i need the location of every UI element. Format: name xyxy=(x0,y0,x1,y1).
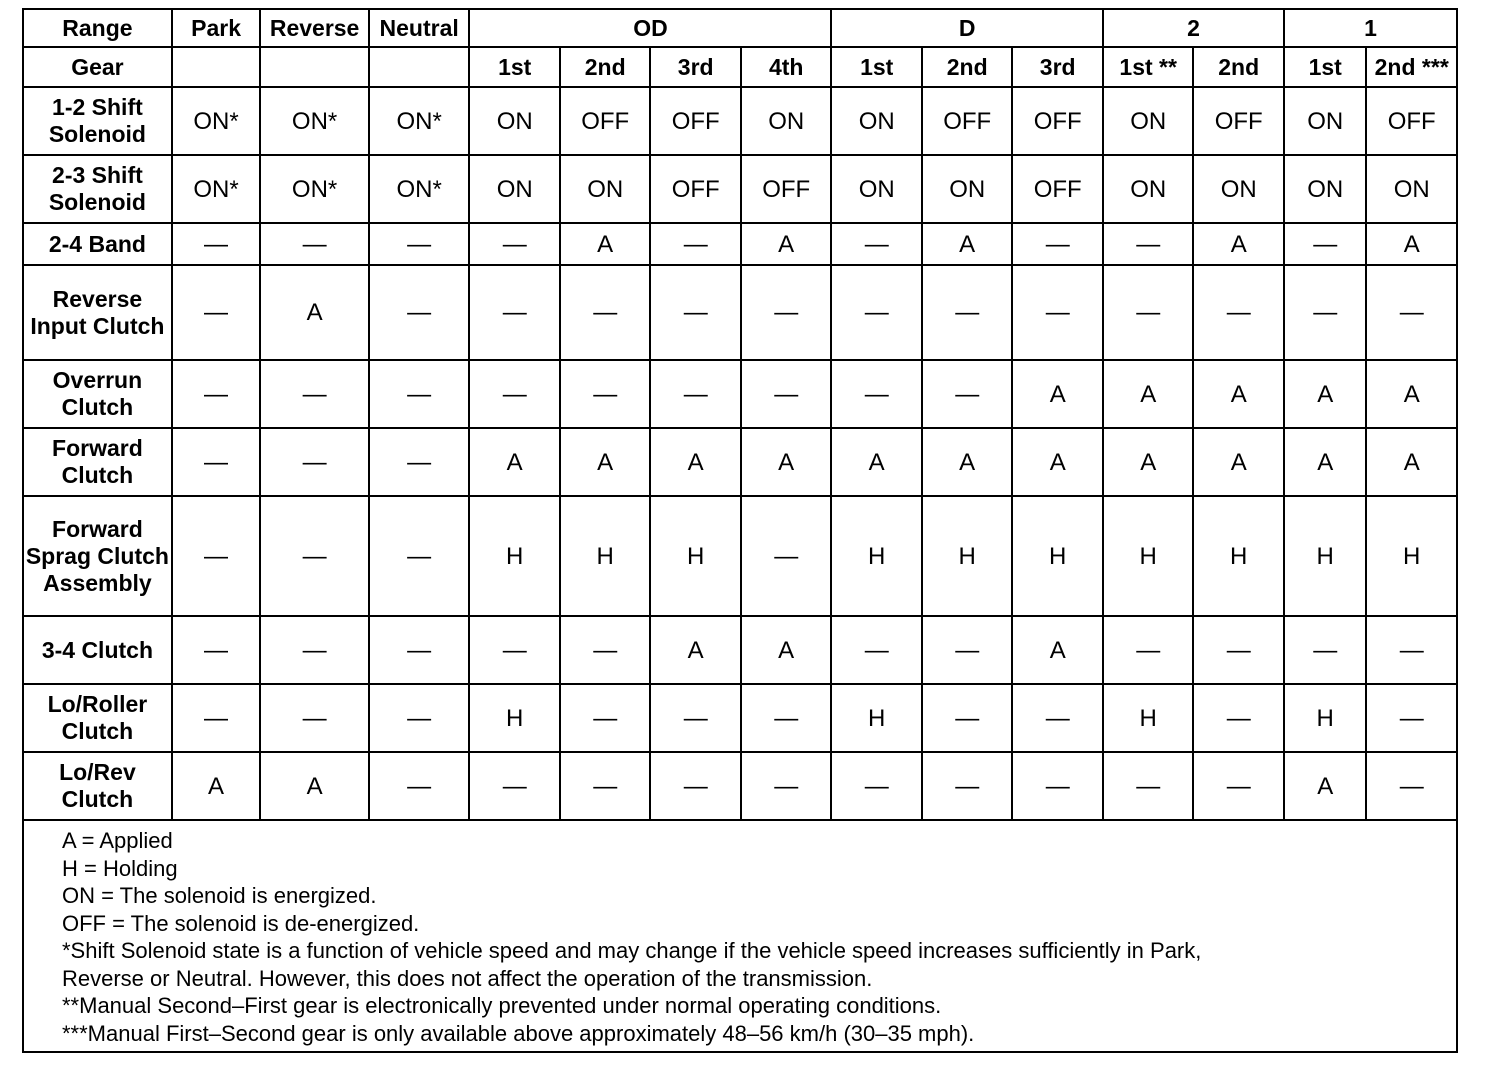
state-cell: H xyxy=(1103,496,1194,616)
state-cell: — xyxy=(260,616,369,684)
state-cell: — xyxy=(260,496,369,616)
state-cell: OFF xyxy=(560,87,651,155)
state-cell: — xyxy=(831,223,922,265)
state-cell: A xyxy=(1103,360,1194,428)
state-cell: A xyxy=(741,616,832,684)
state-cell: H xyxy=(1366,496,1457,616)
state-cell: A xyxy=(560,223,651,265)
component-label: Forward Clutch xyxy=(23,428,172,496)
component-label: Lo/Roller Clutch xyxy=(23,684,172,752)
state-cell: A xyxy=(741,428,832,496)
state-cell: — xyxy=(172,684,260,752)
note-footnote-2: **Manual Second–First gear is electronically prevented under normal operating conditions. xyxy=(62,993,942,1018)
state-cell: — xyxy=(1193,684,1284,752)
state-cell: — xyxy=(172,360,260,428)
gear-cell: 1st xyxy=(1284,47,1366,87)
state-cell: — xyxy=(560,616,651,684)
state-cell: ON xyxy=(831,87,922,155)
state-cell: A xyxy=(560,428,651,496)
state-cell: A xyxy=(469,428,560,496)
state-cell: — xyxy=(1284,223,1366,265)
gear-cell: 2nd xyxy=(1193,47,1284,87)
state-cell: ON xyxy=(1366,155,1457,223)
state-cell: ON* xyxy=(369,87,470,155)
notes-row xyxy=(23,820,1457,1052)
gear-cell: 1st ** xyxy=(1103,47,1194,87)
state-cell: — xyxy=(1284,616,1366,684)
state-cell: ON* xyxy=(260,155,369,223)
state-cell: OFF xyxy=(741,155,832,223)
state-cell: — xyxy=(369,496,470,616)
component-row xyxy=(23,155,1457,223)
state-cell: ON* xyxy=(369,155,470,223)
state-cell: — xyxy=(1193,616,1284,684)
state-cell: H xyxy=(831,496,922,616)
state-cell: ON* xyxy=(172,155,260,223)
gear-row xyxy=(23,47,1457,87)
component-row xyxy=(23,752,1457,820)
state-cell: A xyxy=(922,223,1013,265)
component-row xyxy=(23,265,1457,360)
transmission-chart xyxy=(22,8,1458,1053)
state-cell: ON* xyxy=(172,87,260,155)
state-cell: — xyxy=(650,265,741,360)
state-cell: — xyxy=(922,265,1013,360)
component-label: Forward Sprag Clutch Assembly xyxy=(23,496,172,616)
state-cell: A xyxy=(1366,360,1457,428)
state-cell: — xyxy=(469,265,560,360)
range-park: Park xyxy=(172,9,260,47)
state-cell: OFF xyxy=(1193,87,1284,155)
state-cell: ON* xyxy=(260,87,369,155)
gear-cell: 3rd xyxy=(1012,47,1103,87)
state-cell: — xyxy=(1103,223,1194,265)
note-applied: A = Applied xyxy=(62,828,173,853)
state-cell: — xyxy=(922,360,1013,428)
range-row xyxy=(23,9,1457,47)
range-label: Range xyxy=(23,9,172,47)
state-cell: — xyxy=(369,684,470,752)
range-neutral: Neutral xyxy=(369,9,470,47)
state-cell: A xyxy=(1284,752,1366,820)
state-cell: A xyxy=(1366,223,1457,265)
state-cell: H xyxy=(560,496,651,616)
state-cell: A xyxy=(650,616,741,684)
state-cell: ON xyxy=(1193,155,1284,223)
state-cell: — xyxy=(260,428,369,496)
component-row xyxy=(23,616,1457,684)
state-cell: — xyxy=(260,360,369,428)
state-cell: — xyxy=(831,616,922,684)
state-cell: ON xyxy=(831,155,922,223)
component-label: 1-2 Shift Solenoid xyxy=(23,87,172,155)
state-cell: — xyxy=(260,223,369,265)
note-on: ON = The solenoid is energized. xyxy=(62,883,377,908)
state-cell: ON xyxy=(1284,155,1366,223)
state-cell: ON xyxy=(1103,155,1194,223)
gear-cell: 2nd xyxy=(560,47,651,87)
state-cell: A xyxy=(1012,428,1103,496)
component-label: 2-4 Band xyxy=(23,223,172,265)
state-cell: — xyxy=(831,752,922,820)
state-cell: — xyxy=(172,265,260,360)
component-row xyxy=(23,496,1457,616)
state-cell: — xyxy=(741,360,832,428)
state-cell: — xyxy=(369,223,470,265)
state-cell: — xyxy=(469,752,560,820)
note-footnote-1: *Shift Solenoid state is a function of vehicle speed and may change if the vehicle speed increases sufficiently in Park, xyxy=(62,938,1202,963)
state-cell: — xyxy=(560,684,651,752)
state-cell: — xyxy=(1103,752,1194,820)
gear-cell: 2nd xyxy=(922,47,1013,87)
state-cell: OFF xyxy=(922,87,1013,155)
state-cell: — xyxy=(172,616,260,684)
state-cell: ON xyxy=(1284,87,1366,155)
state-cell: — xyxy=(172,223,260,265)
state-cell: — xyxy=(831,360,922,428)
state-cell: — xyxy=(1193,752,1284,820)
state-cell: — xyxy=(650,752,741,820)
note-off: OFF = The solenoid is de-energized. xyxy=(62,910,420,936)
state-cell: A xyxy=(1193,360,1284,428)
note-holding: H = Holding xyxy=(62,855,178,881)
state-cell: — xyxy=(1012,684,1103,752)
state-cell: — xyxy=(741,684,832,752)
range-reverse: Reverse xyxy=(260,9,369,47)
component-label: Lo/Rev Clutch xyxy=(23,752,172,820)
state-cell: — xyxy=(469,223,560,265)
component-label: 3-4 Clutch xyxy=(23,616,172,684)
state-cell: — xyxy=(369,265,470,360)
state-cell: A xyxy=(650,428,741,496)
state-cell: H xyxy=(1012,496,1103,616)
state-cell: — xyxy=(1366,616,1457,684)
component-label: Overrun Clutch xyxy=(23,360,172,428)
component-row xyxy=(23,87,1457,155)
state-cell: — xyxy=(560,360,651,428)
state-cell: ON xyxy=(922,155,1013,223)
state-cell: — xyxy=(1284,265,1366,360)
state-cell: — xyxy=(650,684,741,752)
state-cell: A xyxy=(831,428,922,496)
component-label: 2-3 Shift Solenoid xyxy=(23,155,172,223)
state-cell: — xyxy=(650,223,741,265)
range-od: OD xyxy=(469,9,831,47)
state-cell: A xyxy=(1366,428,1457,496)
state-cell: — xyxy=(260,684,369,752)
state-cell: — xyxy=(172,496,260,616)
component-label: Reverse Input Clutch xyxy=(23,265,172,360)
state-cell: — xyxy=(469,360,560,428)
state-cell: H xyxy=(1103,684,1194,752)
state-cell: A xyxy=(172,752,260,820)
state-cell: H xyxy=(1193,496,1284,616)
state-cell: — xyxy=(922,616,1013,684)
state-cell: ON xyxy=(560,155,651,223)
state-cell: A xyxy=(1193,428,1284,496)
state-cell: A xyxy=(260,752,369,820)
state-cell: — xyxy=(560,752,651,820)
state-cell: — xyxy=(369,752,470,820)
state-cell: — xyxy=(469,616,560,684)
state-cell: — xyxy=(1103,616,1194,684)
state-cell: A xyxy=(1012,616,1103,684)
state-cell: OFF xyxy=(1012,87,1103,155)
state-cell: OFF xyxy=(1012,155,1103,223)
state-cell: H xyxy=(469,684,560,752)
gear-cell xyxy=(369,47,470,87)
component-row xyxy=(23,223,1457,265)
state-cell: — xyxy=(172,428,260,496)
state-cell: — xyxy=(369,360,470,428)
gear-cell xyxy=(172,47,260,87)
state-cell: A xyxy=(1012,360,1103,428)
state-cell: — xyxy=(1103,265,1194,360)
range-d: D xyxy=(831,9,1103,47)
state-cell: ON xyxy=(469,155,560,223)
component-row xyxy=(23,684,1457,752)
state-cell: H xyxy=(1284,496,1366,616)
state-cell: A xyxy=(922,428,1013,496)
state-cell: ON xyxy=(469,87,560,155)
state-cell: A xyxy=(1284,360,1366,428)
component-row xyxy=(23,428,1457,496)
state-cell: — xyxy=(560,265,651,360)
gear-cell: 4th xyxy=(741,47,832,87)
state-cell: — xyxy=(831,265,922,360)
state-cell: OFF xyxy=(1366,87,1457,155)
note-footnote-3: ***Manual First–Second gear is only available above approximately 48–56 km/h (30–35 mph). xyxy=(62,1020,975,1046)
state-cell: A xyxy=(741,223,832,265)
state-cell: — xyxy=(1012,223,1103,265)
state-cell: H xyxy=(650,496,741,616)
component-row xyxy=(23,360,1457,428)
state-cell: — xyxy=(369,428,470,496)
gear-cell: 3rd xyxy=(650,47,741,87)
range-1: 1 xyxy=(1284,9,1457,47)
gear-cell: 1st xyxy=(469,47,560,87)
gear-cell: 2nd *** xyxy=(1366,47,1457,87)
state-cell: — xyxy=(741,265,832,360)
notes-legend xyxy=(23,820,1457,1052)
state-cell: H xyxy=(831,684,922,752)
range-2: 2 xyxy=(1103,9,1284,47)
state-cell: — xyxy=(369,616,470,684)
state-cell: H xyxy=(469,496,560,616)
state-cell: H xyxy=(1284,684,1366,752)
state-cell: — xyxy=(922,752,1013,820)
state-cell: — xyxy=(1012,752,1103,820)
gear-cell xyxy=(260,47,369,87)
state-cell: A xyxy=(1193,223,1284,265)
state-cell: H xyxy=(922,496,1013,616)
state-cell: A xyxy=(1284,428,1366,496)
state-cell: — xyxy=(1193,265,1284,360)
state-cell: — xyxy=(922,684,1013,752)
gear-label: Gear xyxy=(23,47,172,87)
state-cell: A xyxy=(1103,428,1194,496)
state-cell: — xyxy=(650,360,741,428)
state-cell: — xyxy=(741,496,832,616)
state-cell: ON xyxy=(741,87,832,155)
state-cell: — xyxy=(1366,684,1457,752)
state-cell: — xyxy=(1366,752,1457,820)
state-cell: — xyxy=(1012,265,1103,360)
state-cell: — xyxy=(741,752,832,820)
gear-cell: 1st xyxy=(831,47,922,87)
state-cell: OFF xyxy=(650,155,741,223)
note-footnote-1-cont: Reverse or Neutral. However, this does not affect the operation of the transmission. xyxy=(62,965,873,991)
clutch-application-table xyxy=(22,8,1458,1053)
state-cell: ON xyxy=(1103,87,1194,155)
state-cell: A xyxy=(260,265,369,360)
state-cell: OFF xyxy=(650,87,741,155)
state-cell: — xyxy=(1366,265,1457,360)
